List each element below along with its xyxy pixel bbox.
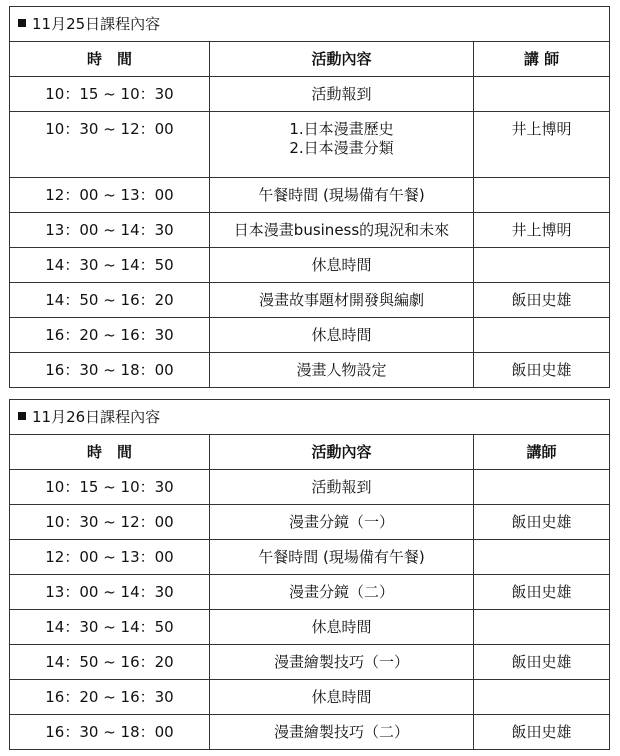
speaker-cell xyxy=(474,77,610,112)
content-line: 漫畫分鏡（一） xyxy=(288,512,394,531)
table-row xyxy=(10,470,610,505)
speaker-cell: 飯田史雄 xyxy=(474,353,610,388)
bullet-square-icon xyxy=(18,19,26,27)
schedule-table-day2 xyxy=(9,399,610,750)
content-line: 漫畫繪製技巧（二） xyxy=(273,722,409,741)
table-row xyxy=(10,283,610,318)
content-cell xyxy=(210,715,474,750)
speaker-cell: 飯田史雄 xyxy=(474,645,610,680)
time-cell: 14：30 ~ 14：50 xyxy=(10,248,210,283)
time-cell: 10：30 ~ 12：00 xyxy=(10,505,210,540)
header-time: 時 間 xyxy=(10,435,210,470)
time-cell: 16：30 ~ 18：00 xyxy=(10,353,210,388)
content-line: 1.日本漫畫歷史 xyxy=(289,120,394,138)
content-line: 休息時間 xyxy=(311,255,372,274)
content-line: 休息時間 xyxy=(311,617,372,636)
content-cell xyxy=(210,470,474,505)
bullet-square-icon xyxy=(18,412,26,420)
content-line: 活動報到 xyxy=(311,84,372,103)
content-cell xyxy=(210,575,474,610)
content-cell xyxy=(210,353,474,388)
content-cell xyxy=(210,645,474,680)
speaker-cell xyxy=(474,318,610,353)
content-cell xyxy=(210,77,474,112)
content-line: 2.日本漫畫分類 xyxy=(289,139,394,157)
content-line: 休息時間 xyxy=(311,687,372,706)
header-speaker: 講 師 xyxy=(474,42,610,77)
time-cell: 10：15 ~ 10：30 xyxy=(10,470,210,505)
header-time: 時 間 xyxy=(10,42,210,77)
table-row xyxy=(10,715,610,750)
table-header-row xyxy=(10,435,610,470)
table-row xyxy=(10,178,610,213)
content-line: 日本漫畫business的現況和未來 xyxy=(233,220,450,239)
speaker-cell xyxy=(474,178,610,213)
content-cell xyxy=(210,610,474,645)
speaker-cell: 飯田史雄 xyxy=(474,505,610,540)
time-cell: 16：20 ~ 16：30 xyxy=(10,680,210,715)
content-cell xyxy=(210,540,474,575)
table-title-text: 11月26日課程內容 xyxy=(32,407,161,426)
table-row xyxy=(10,540,610,575)
speaker-cell xyxy=(474,610,610,645)
content-line: 漫畫故事題材開發與編劇 xyxy=(258,290,424,309)
time-cell: 14：50 ~ 16：20 xyxy=(10,645,210,680)
table-title xyxy=(10,400,610,435)
speaker-cell: 井上博明 xyxy=(474,112,610,178)
header-content: 活動內容 xyxy=(210,435,474,470)
table-header-row xyxy=(10,42,610,77)
table-row xyxy=(10,505,610,540)
table-row xyxy=(10,213,610,248)
content-line: 午餐時間 (現場備有午餐) xyxy=(258,547,425,566)
table-title-row xyxy=(10,7,610,42)
speaker-cell: 飯田史雄 xyxy=(474,575,610,610)
schedule-table-day1 xyxy=(9,6,610,388)
content-line: 午餐時間 (現場備有午餐) xyxy=(258,185,425,204)
content-cell xyxy=(210,283,474,318)
content-cell xyxy=(210,112,474,178)
time-cell: 16：30 ~ 18：00 xyxy=(10,715,210,750)
table-row xyxy=(10,610,610,645)
table-row xyxy=(10,318,610,353)
content-cell xyxy=(210,318,474,353)
content-cell xyxy=(210,178,474,213)
table-title-row xyxy=(10,400,610,435)
speaker-cell: 飯田史雄 xyxy=(474,715,610,750)
table-title-text: 11月25日課程內容 xyxy=(32,14,161,33)
table-row xyxy=(10,353,610,388)
time-cell: 16：20 ~ 16：30 xyxy=(10,318,210,353)
content-cell xyxy=(210,505,474,540)
table-title xyxy=(10,7,610,42)
content-line: 休息時間 xyxy=(311,325,372,344)
speaker-cell xyxy=(474,540,610,575)
table-row xyxy=(10,77,610,112)
table-row xyxy=(10,248,610,283)
speaker-cell: 飯田史雄 xyxy=(474,283,610,318)
content-cell xyxy=(210,213,474,248)
time-cell: 10：30 ~ 12：00 xyxy=(10,112,210,178)
content-cell xyxy=(210,248,474,283)
time-cell: 13：00 ~ 14：30 xyxy=(10,575,210,610)
time-cell: 12：00 ~ 13：00 xyxy=(10,178,210,213)
header-speaker: 講師 xyxy=(474,435,610,470)
speaker-cell xyxy=(474,248,610,283)
table-row xyxy=(10,575,610,610)
time-cell: 14：50 ~ 16：20 xyxy=(10,283,210,318)
time-cell: 10：15 ~ 10：30 xyxy=(10,77,210,112)
time-cell: 14：30 ~ 14：50 xyxy=(10,610,210,645)
time-cell: 13：00 ~ 14：30 xyxy=(10,213,210,248)
speaker-cell xyxy=(474,470,610,505)
table-row xyxy=(10,112,610,178)
content-line: 漫畫繪製技巧（一） xyxy=(273,652,409,671)
content-line: 漫畫人物設定 xyxy=(296,360,387,379)
speaker-cell: 井上博明 xyxy=(474,213,610,248)
time-cell: 12：00 ~ 13：00 xyxy=(10,540,210,575)
content-cell xyxy=(210,680,474,715)
table-row xyxy=(10,645,610,680)
content-line: 活動報到 xyxy=(311,477,372,496)
table-row xyxy=(10,680,610,715)
header-content: 活動內容 xyxy=(210,42,474,77)
speaker-cell xyxy=(474,680,610,715)
content-line: 漫畫分鏡（二） xyxy=(288,582,394,601)
